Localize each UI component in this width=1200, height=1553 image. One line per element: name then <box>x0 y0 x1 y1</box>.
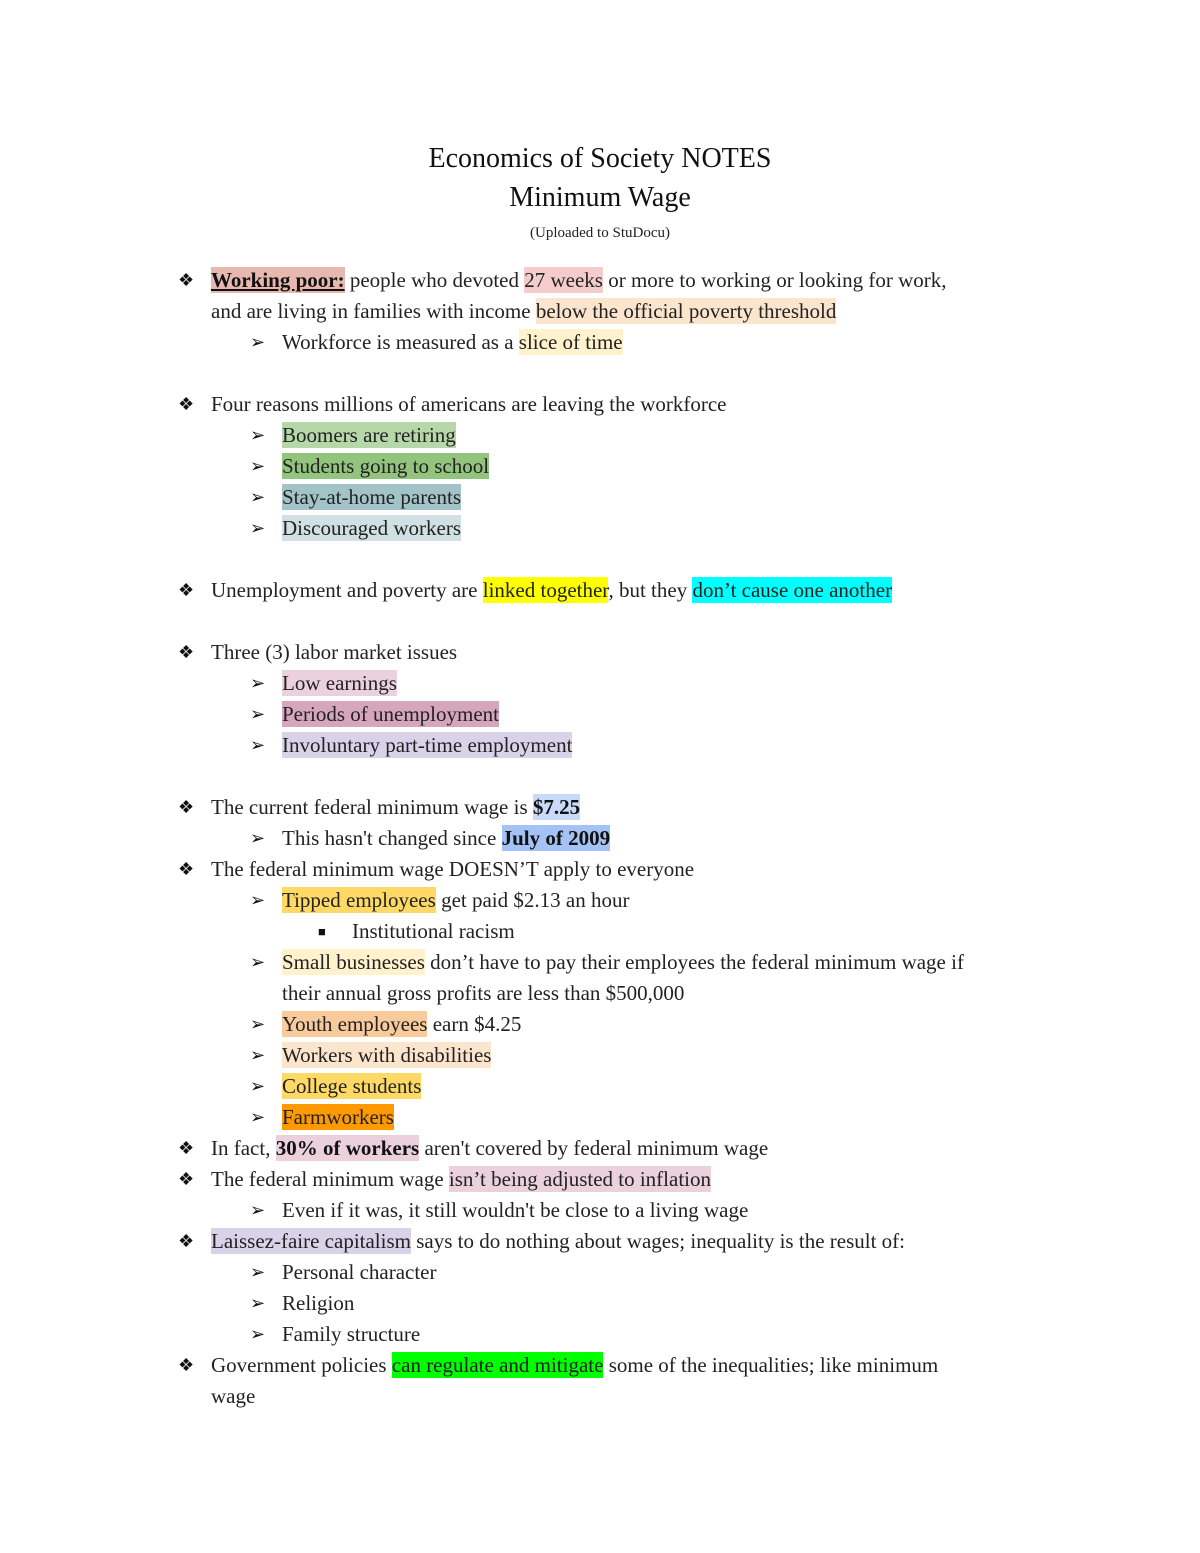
arrow-bullet-icon: ➢ <box>250 1200 266 1220</box>
text: This hasn't changed since <box>282 826 502 850</box>
arrow-bullet-icon: ➢ <box>250 704 266 724</box>
highlight: College students <box>282 1074 422 1098</box>
highlight: don’t cause one another <box>692 578 893 602</box>
text: aren't covered by federal minimum wage <box>419 1136 769 1160</box>
list-item <box>0 1226 1200 1257</box>
list-item <box>0 1102 1200 1133</box>
text: The federal minimum wage DOESN’T apply to everyone <box>211 857 695 881</box>
arrow-bullet-icon: ➢ <box>250 1324 266 1344</box>
document-header <box>0 140 1200 244</box>
page-subtitle: Minimum Wage <box>509 182 691 213</box>
arrow-bullet-icon: ➢ <box>250 890 266 910</box>
highlight: Youth employees <box>282 1012 428 1036</box>
diamond-bullet-icon: ❖ <box>178 859 195 879</box>
list-item <box>0 1071 1200 1102</box>
arrow-bullet-icon: ➢ <box>250 425 266 445</box>
list-item-continuation <box>0 1381 1200 1412</box>
text: Personal character <box>282 1260 437 1284</box>
text: Workforce is measured as a <box>282 330 519 354</box>
highlight: isn’t being adjusted to inflation <box>448 1167 712 1191</box>
text: don’t have to pay their employees the federal minimum wage if <box>424 950 964 974</box>
text: , but they <box>608 578 693 602</box>
highlight: Students going to school <box>282 454 490 478</box>
highlight: Workers with disabilities <box>282 1043 492 1067</box>
text: or more to working or looking for work, <box>602 268 947 292</box>
arrow-bullet-icon: ➢ <box>250 828 266 848</box>
list-item <box>0 1164 1200 1195</box>
list-item <box>0 854 1200 885</box>
highlight: $7.25 <box>532 795 581 819</box>
list-item <box>0 947 1200 978</box>
arrow-bullet-icon: ➢ <box>250 332 266 352</box>
highlight: Tipped employees <box>282 888 436 912</box>
list-item <box>0 1009 1200 1040</box>
highlight: below the official poverty threshold <box>535 299 837 323</box>
list-item <box>0 885 1200 916</box>
text: their annual gross profits are less than $500,000 <box>282 981 685 1005</box>
text: In fact, <box>211 1136 276 1160</box>
text: Family structure <box>282 1322 421 1346</box>
text: Institutional racism <box>352 919 515 943</box>
text: Even if it was, it still wouldn't be close to a living wage <box>282 1198 749 1222</box>
text: some of the inequalities; like minimum <box>603 1353 939 1377</box>
highlight: can regulate and mitigate <box>391 1353 604 1377</box>
highlight: Laissez-faire capitalism <box>211 1229 411 1253</box>
text: earn $4.25 <box>427 1012 522 1036</box>
arrow-bullet-icon: ➢ <box>250 456 266 476</box>
highlight: Periods of unemployment <box>282 702 499 726</box>
diamond-bullet-icon: ❖ <box>178 1138 195 1158</box>
page-title: Economics of Society NOTES <box>428 143 772 174</box>
list-item-continuation <box>0 296 1200 327</box>
text: get paid $2.13 an hour <box>435 888 630 912</box>
diamond-bullet-icon: ❖ <box>178 270 195 290</box>
arrow-bullet-icon: ➢ <box>250 1045 266 1065</box>
list-item <box>0 513 1200 544</box>
list-item <box>0 575 1200 606</box>
highlight: Boomers are retiring <box>282 423 456 447</box>
highlight: Discouraged workers <box>282 516 462 540</box>
arrow-bullet-icon: ➢ <box>250 952 266 972</box>
list-item <box>0 327 1200 358</box>
arrow-bullet-icon: ➢ <box>250 1107 266 1127</box>
square-bullet-icon: ■ <box>318 924 326 939</box>
text: The federal minimum wage <box>211 1167 449 1191</box>
highlight: July of 2009 <box>501 826 611 850</box>
text: Four reasons millions of americans are leaving the workforce <box>211 392 727 416</box>
diamond-bullet-icon: ❖ <box>178 580 195 600</box>
text: and are living in families with income <box>211 299 536 323</box>
text: Religion <box>282 1291 355 1315</box>
highlight: 30% of workers <box>275 1136 420 1160</box>
notes-body <box>0 265 1200 1412</box>
list-item <box>0 1257 1200 1288</box>
highlight: Low earnings <box>282 671 397 695</box>
diamond-bullet-icon: ❖ <box>178 642 195 662</box>
upload-note: (Uploaded to StuDocu) <box>530 225 670 241</box>
arrow-bullet-icon: ➢ <box>250 1076 266 1096</box>
text: people who devoted <box>344 268 525 292</box>
list-item <box>0 730 1200 761</box>
highlight: Small businesses <box>282 950 425 974</box>
diamond-bullet-icon: ❖ <box>178 1355 195 1375</box>
arrow-bullet-icon: ➢ <box>250 1014 266 1034</box>
list-item <box>0 265 1200 296</box>
list-item <box>0 792 1200 823</box>
diamond-bullet-icon: ❖ <box>178 797 195 817</box>
list-item <box>0 389 1200 420</box>
diamond-bullet-icon: ❖ <box>178 1169 195 1189</box>
diamond-bullet-icon: ❖ <box>178 1231 195 1251</box>
arrow-bullet-icon: ➢ <box>250 1293 266 1313</box>
list-item <box>0 482 1200 513</box>
list-item-continuation <box>0 978 1200 1009</box>
arrow-bullet-icon: ➢ <box>250 735 266 755</box>
list-item <box>0 637 1200 668</box>
highlight: Stay-at-home parents <box>282 485 462 509</box>
list-item <box>0 1040 1200 1071</box>
arrow-bullet-icon: ➢ <box>250 518 266 538</box>
text: wage <box>211 1384 256 1408</box>
highlight: linked together <box>482 578 609 602</box>
diamond-bullet-icon: ❖ <box>178 394 195 414</box>
text: Government policies <box>211 1353 392 1377</box>
text: The current federal minimum wage is <box>211 795 533 819</box>
list-item <box>0 1288 1200 1319</box>
arrow-bullet-icon: ➢ <box>250 487 266 507</box>
list-item <box>0 420 1200 451</box>
list-item <box>0 1195 1200 1226</box>
list-item <box>0 1133 1200 1164</box>
arrow-bullet-icon: ➢ <box>250 1262 266 1282</box>
highlight: 27 weeks <box>524 268 603 292</box>
list-item <box>0 1319 1200 1350</box>
term-highlight: Working poor: <box>211 268 345 292</box>
list-item <box>0 916 1200 947</box>
text: Unemployment and poverty are <box>211 578 483 602</box>
text: Three (3) labor market issues <box>211 640 458 664</box>
list-item <box>0 451 1200 482</box>
list-item <box>0 668 1200 699</box>
list-item <box>0 823 1200 854</box>
highlight: Farmworkers <box>282 1105 394 1129</box>
list-item <box>0 1350 1200 1381</box>
highlight: slice of time <box>518 330 623 354</box>
text: says to do nothing about wages; inequality is the result of: <box>410 1229 905 1253</box>
list-item <box>0 699 1200 730</box>
arrow-bullet-icon: ➢ <box>250 673 266 693</box>
highlight: Involuntary part-time employment <box>282 733 573 757</box>
